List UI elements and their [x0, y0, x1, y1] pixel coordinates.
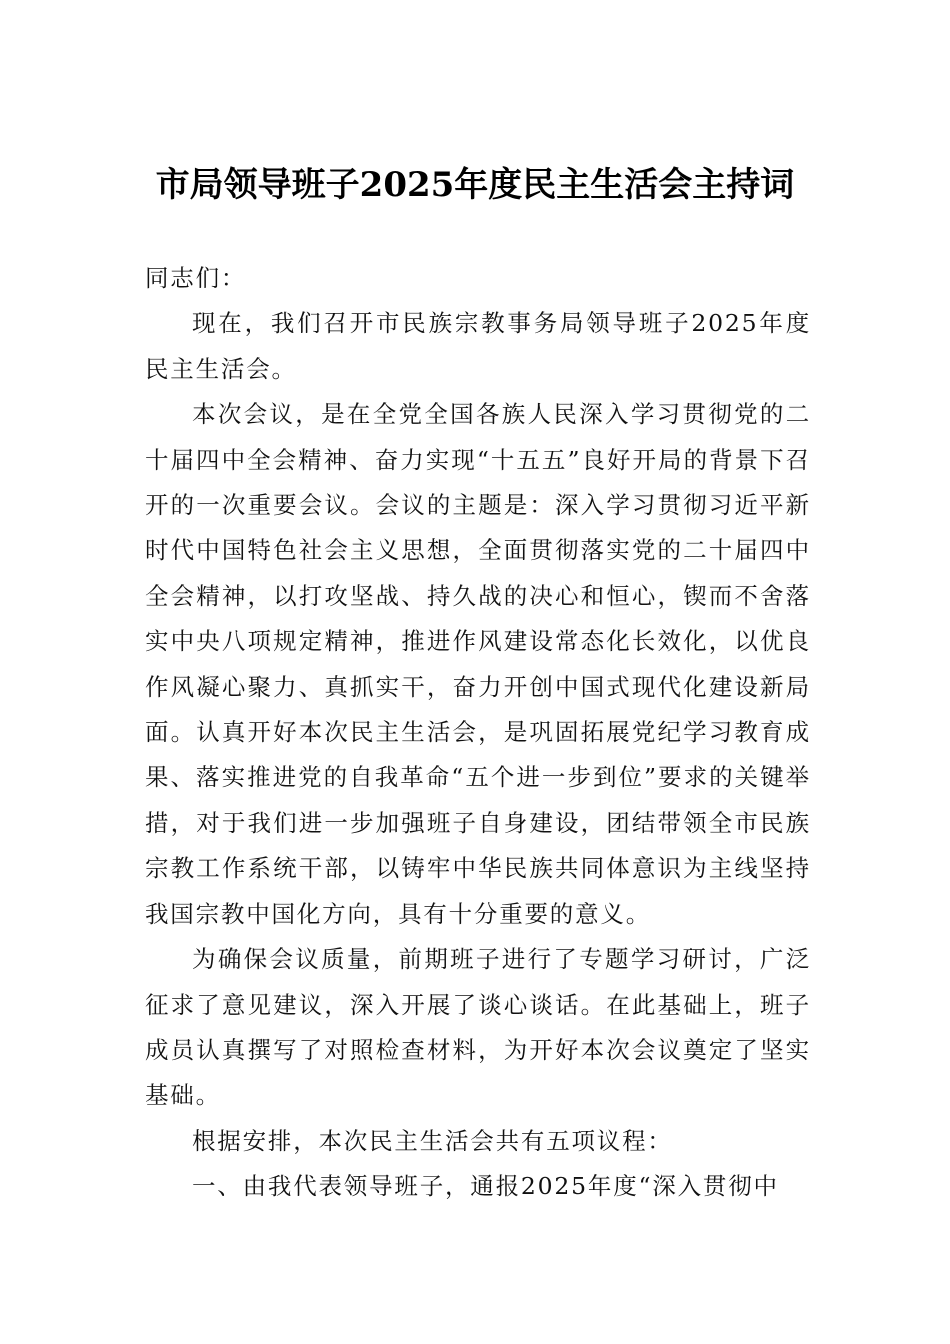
document-body: [145, 256, 811, 1210]
document-title: 市局领导班子2025年度民主生活会主持词: [155, 165, 795, 205]
paragraph-opening: 现在，我们召开市民族宗教事务局领导班子2025年度民主生活会。: [145, 309, 811, 383]
paragraph-agenda-item-1: 一、由我代表领导班子，通报2025年度“深入贯彻中: [192, 1172, 779, 1201]
paragraph-preparation: 为确保会议质量，前期班子进行了专题学习研讨，广泛征求了意见建议，深入开展了谈心谈话。在此基础上，班子成员认真撰写了对照检查材料，为开好本次会议奠定了坚实基础。: [145, 945, 811, 1110]
paragraph-meeting-purpose: 本次会议，是在全党全国各族人民深入学习贯彻党的二十届四中全会精神、奋力实现“十五五”良好开局的背景下召开的一次重要会议。会议的主题是：深入学习贯彻习近平新时代中国特色社会主义思想，全面贯彻落实党的二十届四中全会精神，以打攻坚战、持久战的决心和恒心，锲而不舍落实中央八项规定精神，推进作风建设常态化长效化，以优良作风凝心聚力、真抓实干，奋力开创中国式现代化建设新局面。认真开好本次民主生活会，是巩固拓展党纪学习教育成果、落实推进党的自我革命“五个进一步到位”要求的关键举措，对于我们进一步加强班子自身建设，团结带领全市民族宗教工作系统干部，以铸牢中华民族共同体意识为主线坚持我国宗教中国化方向，具有十分重要的意义。: [145, 400, 811, 928]
salutation: 同志们：: [145, 264, 247, 292]
paragraph-agenda-intro: 根据安排，本次民主生活会共有五项议程：: [192, 1126, 673, 1155]
